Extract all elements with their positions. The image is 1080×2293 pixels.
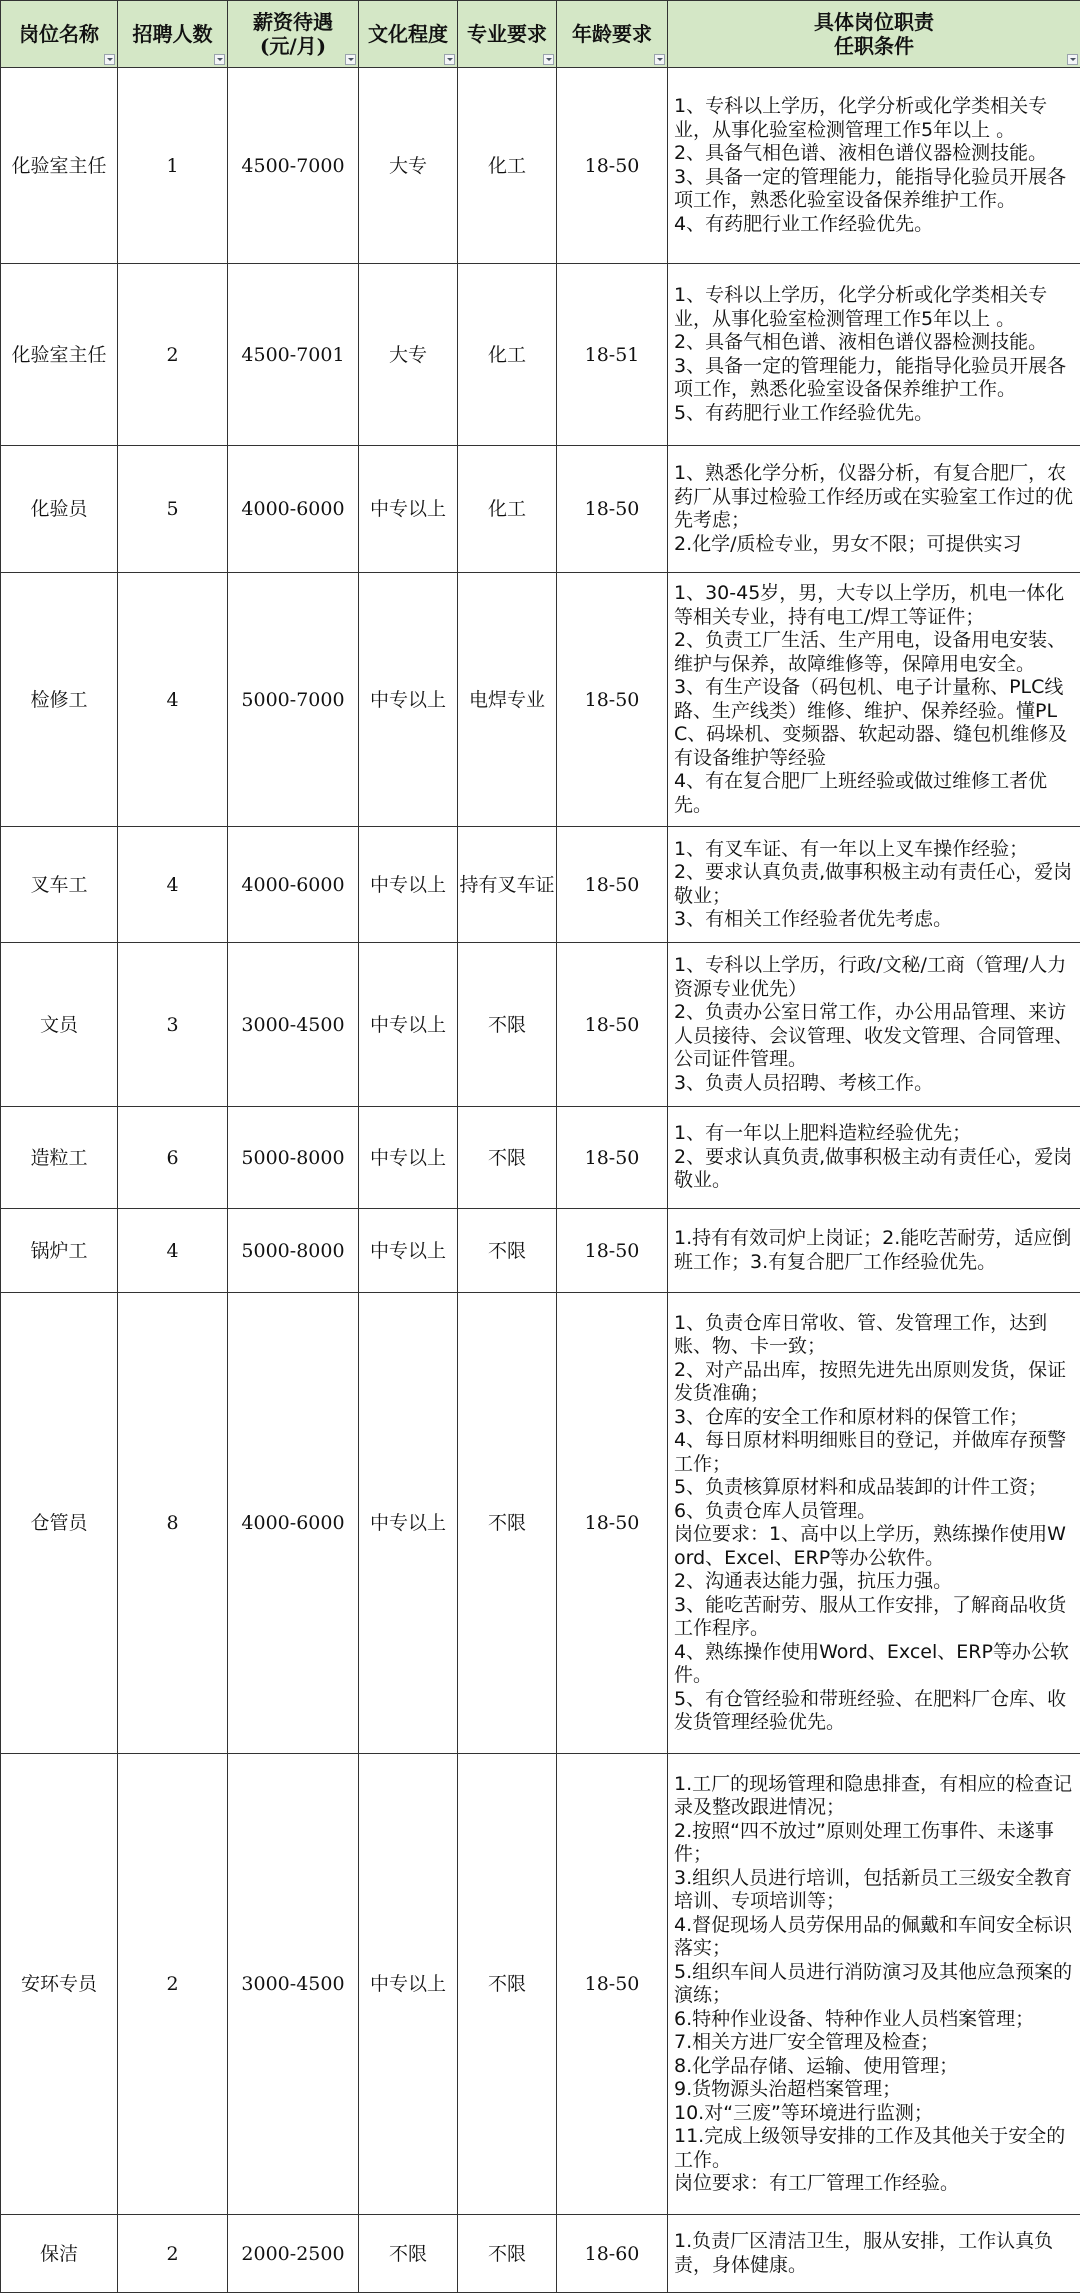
headcount-cell[interactable]: 8 xyxy=(118,1293,228,1754)
job-title-cell[interactable]: 化验员 xyxy=(1,446,118,573)
header-salary[interactable]: 薪资待遇 (元/月) xyxy=(228,1,359,68)
table-row xyxy=(1,943,1080,1107)
major-cell[interactable]: 不限 xyxy=(458,1293,557,1754)
table-row xyxy=(1,2215,1080,2293)
education-cell[interactable]: 不限 xyxy=(359,2215,458,2293)
job-title-cell[interactable]: 锅炉工 xyxy=(1,1209,118,1293)
education-cell[interactable]: 中专以上 xyxy=(359,1209,458,1293)
duties-cell[interactable]: 1、有叉车证、有一年以上叉车操作经验； 2、要求认真负责,做事积极主动有责任心，爱岗敬业； 3、有相关工作经验者优先考虑。 xyxy=(668,827,1080,943)
filter-dropdown-icon[interactable] xyxy=(214,54,225,65)
age-cell[interactable]: 18-50 xyxy=(557,827,668,943)
header-title[interactable]: 岗位名称 xyxy=(1,1,118,68)
table-row xyxy=(1,264,1080,446)
table-row xyxy=(1,446,1080,573)
table-row xyxy=(1,1754,1080,2215)
salary-cell[interactable]: 4000-6000 xyxy=(228,827,359,943)
salary-cell[interactable]: 2000-2500 xyxy=(228,2215,359,2293)
table-row xyxy=(1,68,1080,264)
salary-cell[interactable]: 5000-7000 xyxy=(228,573,359,827)
major-cell[interactable]: 化工 xyxy=(458,264,557,446)
duties-cell[interactable]: 1、负责仓库日常收、管、发管理工作，达到账、物、卡一致； 2、对产品出库，按照先进先出原则发货，保证发货准确； 3、仓库的安全工作和原材料的保管工作； 4、每日原材料明细账目的登记，并做库存预警工作； 5、负责核算原材料和成品装卸的计件工资； 6、负责仓库人员管理。 岗位要求：1、高中以上学历，熟练操作使用Word、Excel、ERP等办公软件。 2、沟通表达能力强，抗压力强。 3、能吃苦耐劳、服从工作安排，了解商品收货工作程序。 4、熟练操作使用Word、Excel、ERP等办公软件。 5、有仓管经验和带班经验、在肥料厂仓库、收发货管理经验优先。 xyxy=(668,1293,1080,1754)
headcount-cell[interactable]: 6 xyxy=(118,1107,228,1209)
duties-cell[interactable]: 1、30-45岁，男，大专以上学历，机电一体化等相关专业，持有电工/焊工等证件； 2、负责工厂生活、生产用电，设备用电安装、维护与保养，故障维修等，保障用电安全。 3、有生产设备（码包机、电子计量称、PLC线路、生产线类）维修、维护、保养经验。懂PLC、码垛机、变频器、软起动器、缝包机维修及有设备维护等经验 4、有在复合肥厂上班经验或做过维修工者优先。 xyxy=(668,573,1080,827)
job-title-cell[interactable]: 化验室主任 xyxy=(1,264,118,446)
job-title-cell[interactable]: 叉车工 xyxy=(1,827,118,943)
header-count[interactable]: 招聘人数 xyxy=(118,1,228,68)
filter-dropdown-icon[interactable] xyxy=(104,54,115,65)
header-row xyxy=(1,1,1080,68)
header-education[interactable]: 文化程度 xyxy=(359,1,458,68)
headcount-cell[interactable]: 4 xyxy=(118,573,228,827)
salary-cell[interactable]: 3000-4500 xyxy=(228,1754,359,2215)
age-cell[interactable]: 18-50 xyxy=(557,943,668,1107)
filter-dropdown-icon[interactable] xyxy=(1067,54,1078,65)
duties-cell[interactable]: 1.工厂的现场管理和隐患排查，有相应的检查记录及整改跟进情况； 2.按照“四不放过”原则处理工伤事件、未遂事件； 3.组织人员进行培训，包括新员工三级安全教育培训、专项培训等； 4.督促现场人员劳保用品的佩戴和车间安全标识落实； 5.组织车间人员进行消防演习及其他应急预案的演练； 6.特种作业设备、特种作业人员档案管理； 7.相关方进厂安全管理及检查； 8.化学品存储、运输、使用管理； 9.货物源头治超档案管理； 10.对“三废”等环境进行监测； 11.完成上级领导安排的工作及其他关于安全的工作。 岗位要求：有工厂管理工作经验。 xyxy=(668,1754,1080,2215)
headcount-cell[interactable]: 2 xyxy=(118,2215,228,2293)
age-cell[interactable]: 18-60 xyxy=(557,2215,668,2293)
duties-cell[interactable]: 1.持有有效司炉上岗证；2.能吃苦耐劳，适应倒班工作；3.有复合肥厂工作经验优先。 xyxy=(668,1209,1080,1293)
age-cell[interactable]: 18-50 xyxy=(557,1293,668,1754)
table-row xyxy=(1,827,1080,943)
table-row xyxy=(1,1107,1080,1209)
filter-dropdown-icon[interactable] xyxy=(543,54,554,65)
job-title-cell[interactable]: 检修工 xyxy=(1,573,118,827)
salary-cell[interactable]: 4000-6000 xyxy=(228,446,359,573)
headcount-cell[interactable]: 5 xyxy=(118,446,228,573)
header-age[interactable]: 年龄要求 xyxy=(557,1,668,68)
job-title-cell[interactable]: 仓管员 xyxy=(1,1293,118,1754)
major-cell[interactable]: 不限 xyxy=(458,1107,557,1209)
major-cell[interactable]: 不限 xyxy=(458,2215,557,2293)
headcount-cell[interactable]: 3 xyxy=(118,943,228,1107)
age-cell[interactable]: 18-50 xyxy=(557,1107,668,1209)
headcount-cell[interactable]: 1 xyxy=(118,68,228,264)
major-cell[interactable]: 不限 xyxy=(458,1754,557,2215)
education-cell[interactable]: 中专以上 xyxy=(359,1754,458,2215)
duties-cell[interactable]: 1、熟悉化学分析，仪器分析，有复合肥厂，农药厂从事过检验工作经历或在实验室工作过的优先考虑； 2.化学/质检专业，男女不限；可提供实习 xyxy=(668,446,1080,573)
header-duties[interactable]: 具体岗位职责 任职条件 xyxy=(668,1,1080,68)
education-cell[interactable]: 中专以上 xyxy=(359,1293,458,1754)
salary-cell[interactable]: 4500-7001 xyxy=(228,264,359,446)
salary-cell[interactable]: 5000-8000 xyxy=(228,1209,359,1293)
salary-cell[interactable]: 5000-8000 xyxy=(228,1107,359,1209)
education-cell[interactable]: 中专以上 xyxy=(359,943,458,1107)
major-cell[interactable]: 不限 xyxy=(458,943,557,1107)
job-title-cell[interactable]: 保洁 xyxy=(1,2215,118,2293)
duties-cell[interactable]: 1、有一年以上肥料造粒经验优先； 2、要求认真负责,做事积极主动有责任心，爱岗敬业。 xyxy=(668,1107,1080,1209)
age-cell[interactable]: 18-50 xyxy=(557,68,668,264)
age-cell[interactable]: 18-50 xyxy=(557,1754,668,2215)
major-cell[interactable]: 不限 xyxy=(458,1209,557,1293)
major-cell[interactable]: 化工 xyxy=(458,68,557,264)
duties-cell[interactable]: 1、专科以上学历，行政/文秘/工商（管理/人力资源专业优先） 2、负责办公室日常工作，办公用品管理、来访人员接待、会议管理、收发文管理、合同管理、公司证件管理。 3、负责人员招聘、考核工作。 xyxy=(668,943,1080,1107)
age-cell[interactable]: 18-50 xyxy=(557,1209,668,1293)
filter-dropdown-icon[interactable] xyxy=(654,54,665,65)
headcount-cell[interactable]: 4 xyxy=(118,1209,228,1293)
header-major[interactable]: 专业要求 xyxy=(458,1,557,68)
job-title-cell[interactable]: 文员 xyxy=(1,943,118,1107)
duties-cell[interactable]: 1、专科以上学历，化学分析或化学类相关专业，从事化验室检测管理工作5年以上 。 2、具备气相色谱、液相色谱仪器检测技能。 3、具备一定的管理能力，能指导化验员开展各项工作，熟悉化验室设备保养维护工作。 4、有药肥行业工作经验优先。 xyxy=(668,68,1080,264)
filter-dropdown-icon[interactable] xyxy=(444,54,455,65)
major-cell[interactable]: 化工 xyxy=(458,446,557,573)
table-row xyxy=(1,1293,1080,1754)
table-row xyxy=(1,1209,1080,1293)
education-cell[interactable]: 中专以上 xyxy=(359,573,458,827)
education-cell[interactable]: 中专以上 xyxy=(359,1107,458,1209)
salary-cell[interactable]: 4500-7000 xyxy=(228,68,359,264)
salary-cell[interactable]: 4000-6000 xyxy=(228,1293,359,1754)
job-title-cell[interactable]: 造粒工 xyxy=(1,1107,118,1209)
major-cell[interactable]: 电焊专业 xyxy=(458,573,557,827)
education-cell[interactable]: 中专以上 xyxy=(359,446,458,573)
duties-cell[interactable]: 1.负责厂区清洁卫生，服从安排，工作认真负责，身体健康。 xyxy=(668,2215,1080,2293)
age-cell[interactable]: 18-51 xyxy=(557,264,668,446)
filter-dropdown-icon[interactable] xyxy=(345,54,356,65)
job-title-cell[interactable]: 安环专员 xyxy=(1,1754,118,2215)
headcount-cell[interactable]: 2 xyxy=(118,264,228,446)
education-cell[interactable]: 大专 xyxy=(359,264,458,446)
headcount-cell[interactable]: 4 xyxy=(118,827,228,943)
table-row xyxy=(1,573,1080,827)
education-cell[interactable]: 中专以上 xyxy=(359,827,458,943)
salary-cell[interactable]: 3000-4500 xyxy=(228,943,359,1107)
major-cell[interactable]: 持有叉车证 xyxy=(458,827,557,943)
age-cell[interactable]: 18-50 xyxy=(557,446,668,573)
education-cell[interactable]: 大专 xyxy=(359,68,458,264)
duties-cell[interactable]: 1、专科以上学历，化学分析或化学类相关专业，从事化验室检测管理工作5年以上 。 2、具备气相色谱、液相色谱仪器检测技能。 3、具备一定的管理能力，能指导化验员开展各项工作，熟悉化验室设备保养维护工作。 5、有药肥行业工作经验优先。 xyxy=(668,264,1080,446)
age-cell[interactable]: 18-50 xyxy=(557,573,668,827)
job-title-cell[interactable]: 化验室主任 xyxy=(1,68,118,264)
headcount-cell[interactable]: 2 xyxy=(118,1754,228,2215)
